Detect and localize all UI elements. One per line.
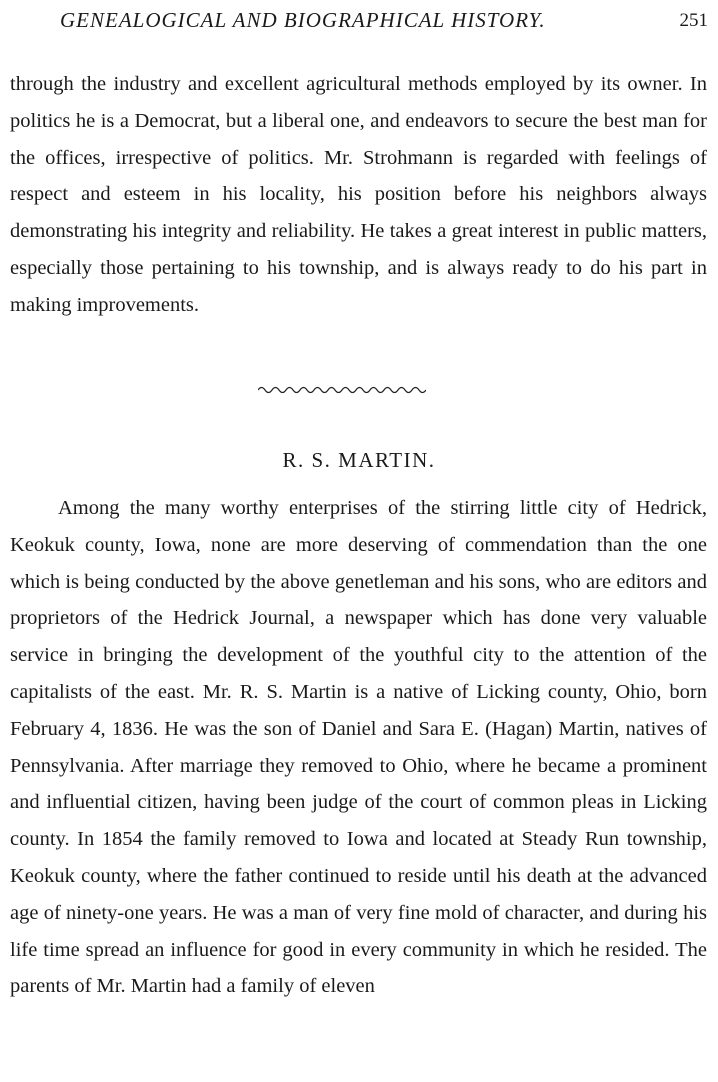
page-number: 251: [679, 10, 708, 31]
running-head: GENEALOGICAL AND BIOGRAPHICAL HISTORY.: [60, 8, 546, 32]
biography-text: [10, 490, 707, 1005]
biography-paragraph: Among the many worthy enterprises of the stirring little city of Hedrick, Keokuk county, Iowa, none are more deserving of commendation than the one which is being conducted by the above genetleman and his sons, who are editors and proprietors of the Hedrick Journal, a newspaper which has done very valuable service in bringing the development of the youthful city to the attention of the capitalists of the east. Mr. R. S. Martin is a native of Licking county, Ohio, born February 4, 1836. He was the son of Daniel and Sara E. (Hagan) Martin, natives of Pennsylvania. After marriage they removed to Ohio, where he became a prominent and influential citizen, having been judge of the court of common pleas in Licking county. In 1854 the family removed to Iowa and located at Steady Run township, Keokuk county, where the father continued to reside until his death at the advanced age of ninety-one years. He was a man of very fine mold of character, and during his life time spread an influence for good in every community in which he resided. The parents of Mr. Martin had a family of eleven: [10, 497, 707, 998]
continuation-text: [10, 66, 707, 324]
section-heading: R. S. MARTIN.: [282, 448, 436, 472]
continuation-paragraph: through the industry and excellent agricultural methods employed by its owner. In politics he is a Democrat, but a liberal one, and endeavors to secure the best man for the offices, irrespective of politics. Mr. Strohmann is regarded with feelings of respect and esteem in his locality, his position before his neighbors always demonstrating his integrity and reliability. He takes a great interest in public matters, especially those pertaining to his township, and is always ready to do his part in making improvements.: [10, 73, 707, 316]
section-divider-ornament: [258, 384, 426, 396]
